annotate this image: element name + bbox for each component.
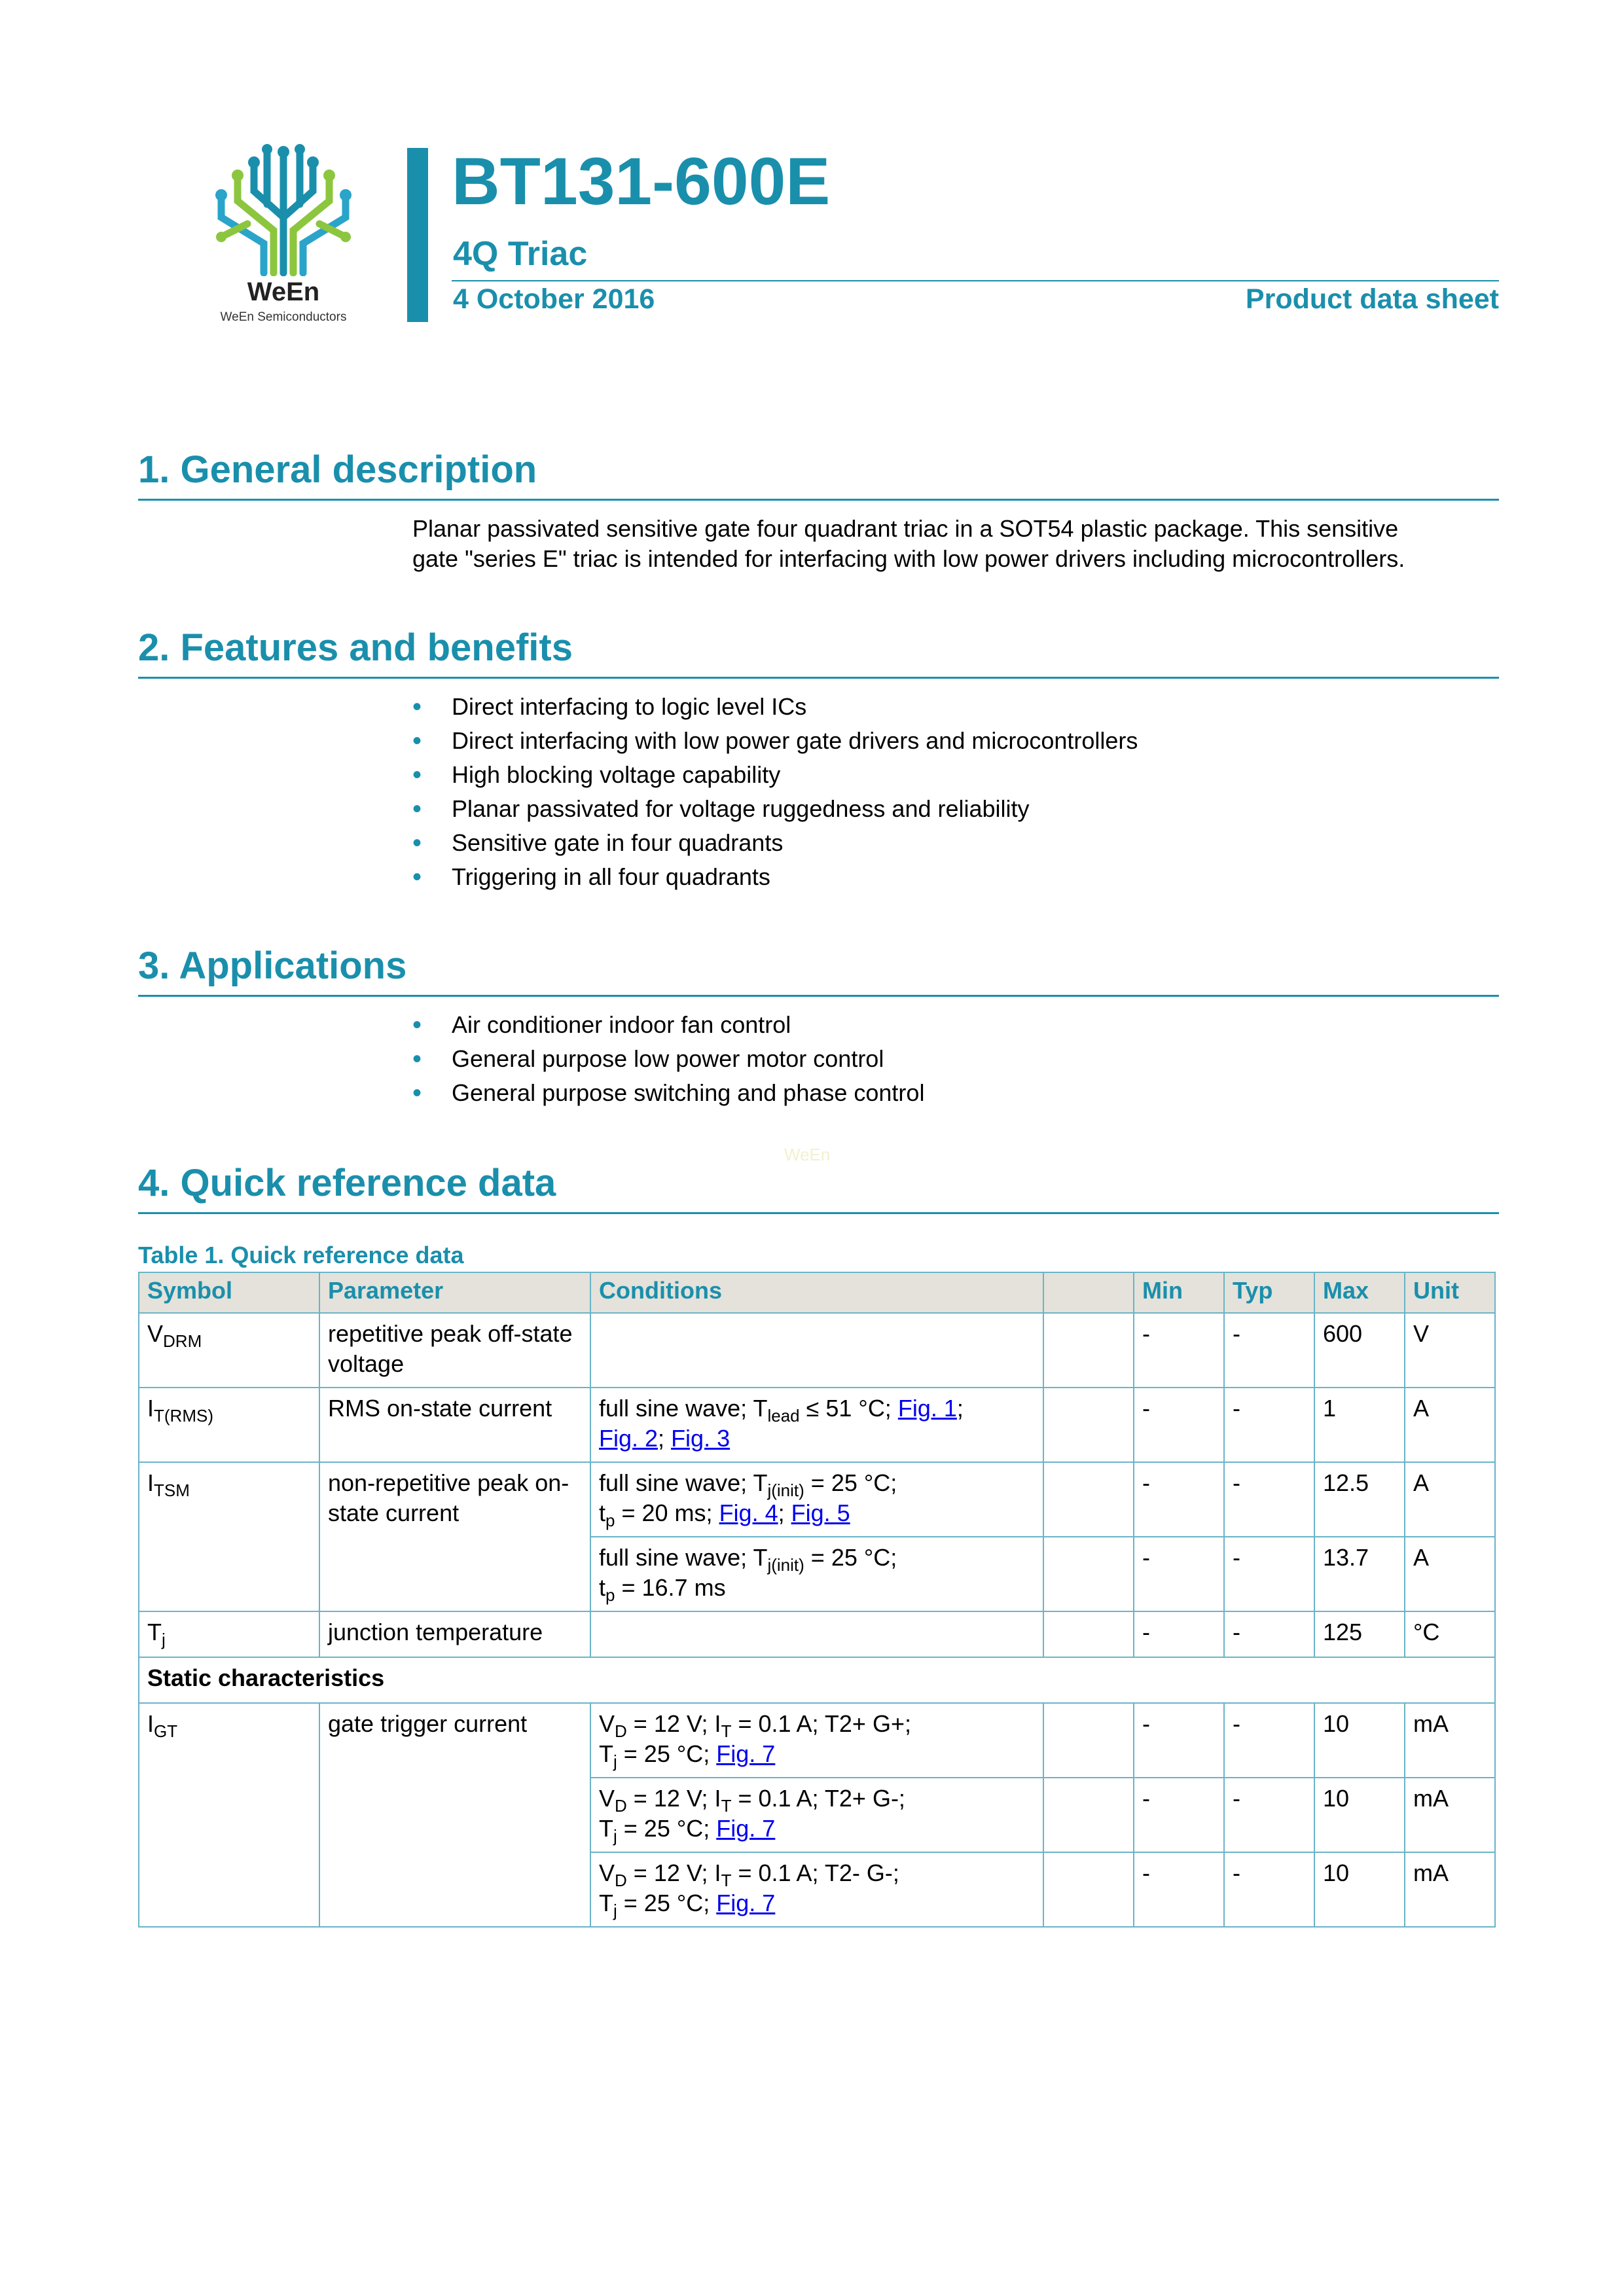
bullet-icon: •	[412, 761, 422, 789]
min-cell: -	[1134, 1778, 1224, 1852]
logo-wordmark: WeEn	[247, 278, 320, 306]
min-cell: -	[1134, 1388, 1224, 1462]
list-item	[412, 1044, 924, 1078]
condition-text: = 25 °C;	[617, 1815, 717, 1842]
parameter-cell: junction temperature	[319, 1611, 590, 1657]
condition-subscript: lead	[767, 1406, 800, 1426]
list-item-text: Direct interfacing with low power gate drivers and microcontrollers	[452, 727, 1138, 754]
section-divider	[138, 677, 1499, 679]
column-header	[1043, 1272, 1134, 1313]
watermark: WeEn	[784, 1145, 831, 1164]
table-row	[139, 1388, 1495, 1462]
symbol-text: V	[147, 1320, 164, 1347]
list-item-text: High blocking voltage capability	[452, 761, 781, 788]
typ-cell: -	[1224, 1537, 1314, 1611]
condition-text: T	[599, 1815, 613, 1842]
unit-cell: V	[1405, 1313, 1495, 1388]
table-section-row	[139, 1657, 1495, 1703]
condition-subscript: T	[721, 1871, 732, 1890]
list-item	[412, 828, 1138, 862]
figure-7-link[interactable]: Fig. 7	[716, 1740, 776, 1767]
min-cell: -	[1134, 1313, 1224, 1388]
condition-text: = 25 °C;	[617, 1890, 717, 1916]
condition-subscript: p	[605, 1511, 615, 1530]
conditions-cell	[590, 1537, 1043, 1611]
typ-cell: -	[1224, 1778, 1314, 1852]
column-header: Parameter	[319, 1272, 590, 1313]
list-item-text: Planar passivated for voltage ruggedness and reliability	[452, 795, 1030, 822]
column-header: Typ	[1224, 1272, 1314, 1313]
empty-cell	[1043, 1313, 1134, 1388]
condition-text: = 25 °C;	[804, 1544, 897, 1571]
empty-cell	[1043, 1703, 1134, 1778]
page-subtitle: 4Q Triac	[453, 235, 588, 273]
column-header: Symbol	[139, 1272, 319, 1313]
list-item-text: Sensitive gate in four quadrants	[452, 829, 784, 856]
bullet-icon: •	[412, 726, 422, 755]
unit-cell: mA	[1405, 1778, 1495, 1852]
empty-cell	[1043, 1388, 1134, 1462]
list-item	[412, 1078, 924, 1112]
list-item-text: Direct interfacing to logic level ICs	[452, 693, 807, 720]
list-item	[412, 1010, 924, 1044]
condition-text: = 20 ms;	[615, 1499, 719, 1526]
separator: ;	[956, 1395, 964, 1422]
condition-subscript: D	[615, 1871, 627, 1890]
header-divider	[452, 280, 1499, 281]
list-item-text: General purpose switching and phase control	[452, 1079, 925, 1106]
min-cell: -	[1134, 1462, 1224, 1537]
condition-text: = 12 V; I	[626, 1710, 721, 1737]
table-row	[139, 1462, 1495, 1537]
unit-cell: mA	[1405, 1703, 1495, 1778]
conditions-cell	[590, 1778, 1043, 1852]
section-divider	[138, 1212, 1499, 1214]
general-description-text	[412, 514, 1499, 574]
bullet-icon: •	[412, 692, 422, 721]
bullet-icon: •	[412, 795, 422, 823]
max-cell: 12.5	[1314, 1462, 1405, 1537]
document-date: 4 October 2016	[453, 283, 655, 315]
bullet-icon: •	[412, 863, 422, 891]
condition-text: V	[599, 1785, 615, 1812]
bullet-icon: •	[412, 1079, 422, 1107]
page-title: BT131-600E	[452, 144, 831, 219]
bullet-icon: •	[412, 1045, 422, 1073]
condition-text: = 25 °C;	[617, 1740, 717, 1767]
list-item	[412, 794, 1138, 828]
section-heading-applications: 3. Applications	[138, 944, 407, 987]
description-line: gate "series E" triac is intended for interfacing with low power drivers including microcontrollers.	[412, 545, 1405, 572]
section-divider	[138, 499, 1499, 501]
empty-cell	[1043, 1537, 1134, 1611]
column-header: Conditions	[590, 1272, 1043, 1313]
condition-subscript: p	[605, 1585, 615, 1605]
column-header: Min	[1134, 1272, 1224, 1313]
symbol-cell	[139, 1703, 319, 1927]
symbol-cell	[139, 1313, 319, 1388]
quick-reference-table	[138, 1272, 1496, 1928]
condition-text: full sine wave; T	[599, 1395, 768, 1422]
conditions-cell	[590, 1852, 1043, 1927]
condition-text: t	[599, 1499, 606, 1526]
bullet-icon: •	[412, 1011, 422, 1039]
condition-text: V	[599, 1859, 615, 1886]
symbol-text: I	[147, 1710, 154, 1737]
separator: ;	[658, 1425, 672, 1452]
table-header-row	[139, 1272, 1495, 1313]
static-characteristics-label: Static characteristics	[139, 1657, 1495, 1703]
document-type: Product data sheet	[1245, 283, 1499, 315]
logo-tree-icon	[208, 139, 359, 276]
condition-text: full sine wave; T	[599, 1544, 768, 1571]
condition-text: T	[599, 1740, 613, 1767]
column-header: Max	[1314, 1272, 1405, 1313]
max-cell: 10	[1314, 1852, 1405, 1927]
section-divider	[138, 995, 1499, 997]
symbol-subscript: T(RMS)	[154, 1406, 213, 1426]
conditions-cell	[590, 1313, 1043, 1388]
figure-5-link[interactable]: Fig. 5	[791, 1499, 850, 1526]
unit-cell: mA	[1405, 1852, 1495, 1927]
condition-subscript: j	[613, 1901, 617, 1920]
symbol-subscript: GT	[154, 1721, 178, 1741]
header-accent-bar	[407, 148, 428, 322]
figure-2-link[interactable]: Fig. 2	[599, 1425, 659, 1452]
symbol-subscript: j	[162, 1630, 166, 1649]
table-row	[139, 1703, 1495, 1778]
symbol-text: I	[147, 1395, 154, 1422]
symbol-cell	[139, 1462, 319, 1611]
table-row	[139, 1313, 1495, 1388]
conditions-cell	[590, 1462, 1043, 1537]
condition-subscript: T	[721, 1721, 732, 1741]
bullet-icon: •	[412, 829, 422, 857]
condition-text: ≤ 51 °C;	[799, 1395, 898, 1422]
symbol-cell	[139, 1611, 319, 1657]
symbol-subscript: DRM	[163, 1331, 202, 1351]
condition-subscript: j	[613, 1751, 617, 1771]
conditions-cell	[590, 1611, 1043, 1657]
max-cell: 600	[1314, 1313, 1405, 1388]
max-cell: 10	[1314, 1703, 1405, 1778]
typ-cell: -	[1224, 1462, 1314, 1537]
list-item-text: General purpose low power motor control	[452, 1045, 884, 1072]
unit-cell: A	[1405, 1537, 1495, 1611]
condition-text: = 0.1 A; T2+ G-;	[731, 1785, 905, 1812]
column-header: Unit	[1405, 1272, 1495, 1313]
condition-subscript: D	[615, 1796, 627, 1816]
parameter-cell: repetitive peak off-state voltage	[319, 1313, 590, 1388]
description-line: Planar passivated sensitive gate four quadrant triac in a SOT54 plastic package. This sensitive	[412, 515, 1399, 542]
empty-cell	[1043, 1611, 1134, 1657]
separator: ;	[778, 1499, 791, 1526]
company-logo	[208, 139, 359, 330]
condition-text: full sine wave; T	[599, 1469, 768, 1496]
conditions-cell	[590, 1703, 1043, 1778]
figure-3-link[interactable]: Fig. 3	[671, 1425, 731, 1452]
typ-cell: -	[1224, 1313, 1314, 1388]
symbol-text: I	[147, 1469, 154, 1496]
section-heading-general-description: 1. General description	[138, 448, 537, 491]
list-item	[412, 726, 1138, 760]
symbol-subscript: TSM	[154, 1480, 190, 1500]
condition-text: = 25 °C;	[804, 1469, 897, 1496]
list-item	[412, 862, 1138, 896]
condition-text: = 0.1 A; T2+ G+;	[731, 1710, 911, 1737]
figure-7-link[interactable]: Fig. 7	[716, 1890, 776, 1916]
max-cell: 10	[1314, 1778, 1405, 1852]
section-heading-features: 2. Features and benefits	[138, 626, 573, 669]
section-heading-quick-reference: 4. Quick reference data	[138, 1162, 556, 1204]
list-item	[412, 760, 1138, 794]
figure-4-link[interactable]: Fig. 4	[719, 1499, 778, 1526]
condition-text: = 12 V; I	[626, 1859, 721, 1886]
features-list	[412, 692, 1138, 896]
figure-7-link[interactable]: Fig. 7	[716, 1815, 776, 1842]
symbol-cell	[139, 1388, 319, 1462]
condition-text: = 0.1 A; T2- G-;	[731, 1859, 899, 1886]
figure-1-link[interactable]: Fig. 1	[897, 1395, 957, 1422]
max-cell: 1	[1314, 1388, 1405, 1462]
typ-cell: -	[1224, 1388, 1314, 1462]
list-item	[412, 692, 1138, 726]
unit-cell: °C	[1405, 1611, 1495, 1657]
min-cell: -	[1134, 1852, 1224, 1927]
parameter-cell: non-repetitive peak on-state current	[319, 1462, 590, 1611]
list-item-text: Air conditioner indoor fan control	[452, 1011, 791, 1038]
condition-text: V	[599, 1710, 615, 1737]
empty-cell	[1043, 1852, 1134, 1927]
parameter-cell: RMS on-state current	[319, 1388, 590, 1462]
condition-text: t	[599, 1574, 606, 1601]
condition-text: T	[599, 1890, 613, 1916]
max-cell: 125	[1314, 1611, 1405, 1657]
max-cell: 13.7	[1314, 1537, 1405, 1611]
conditions-cell	[590, 1388, 1043, 1462]
min-cell: -	[1134, 1703, 1224, 1778]
min-cell: -	[1134, 1611, 1224, 1657]
empty-cell	[1043, 1778, 1134, 1852]
list-item-text: Triggering in all four quadrants	[452, 863, 770, 890]
applications-list	[412, 1010, 924, 1112]
empty-cell	[1043, 1462, 1134, 1537]
parameter-cell: gate trigger current	[319, 1703, 590, 1927]
table-row	[139, 1611, 1495, 1657]
unit-cell: A	[1405, 1388, 1495, 1462]
typ-cell: -	[1224, 1852, 1314, 1927]
condition-subscript: j	[613, 1826, 617, 1846]
table-caption: Table 1. Quick reference data	[138, 1242, 464, 1268]
min-cell: -	[1134, 1537, 1224, 1611]
logo-subtext: WeEn Semiconductors	[220, 310, 347, 324]
condition-subscript: D	[615, 1721, 627, 1741]
condition-subscript: j(init)	[767, 1480, 804, 1500]
condition-subscript: T	[721, 1796, 732, 1816]
condition-text: = 16.7 ms	[615, 1574, 726, 1601]
condition-subscript: j(init)	[767, 1555, 804, 1575]
typ-cell: -	[1224, 1611, 1314, 1657]
typ-cell: -	[1224, 1703, 1314, 1778]
symbol-text: T	[147, 1619, 162, 1645]
unit-cell: A	[1405, 1462, 1495, 1537]
condition-text: = 12 V; I	[626, 1785, 721, 1812]
